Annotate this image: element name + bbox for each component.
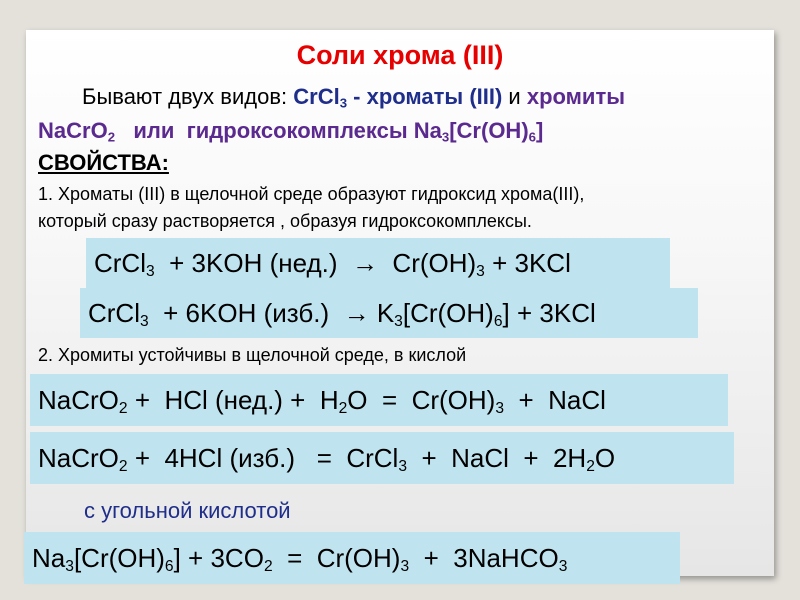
point2-text: 2. Хромиты устойчивы в щелочной среде, в кислой xyxy=(38,345,467,365)
equation-2: CrCl$_3$ + 6KOH $(изб.) \to K_3[Cr(OH)_6] + 3KCl$ xyxy=(80,288,698,338)
carbonic-acid-label: с угольной кислотой xyxy=(84,498,291,523)
equation-5: $Na_3[Cr(OH)_6] + 3CO_2 = Cr(OH)_3$ + 3NaHCO$_3$ xyxy=(24,532,680,584)
types-prefix: Бывают двух видов: xyxy=(82,84,294,109)
point1-text-line2: который сразу растворяется , образуя гидроксокомплексы. xyxy=(38,211,532,231)
chromites-label: хромиты xyxy=(526,84,626,109)
chromates-label: - хроматы (III) xyxy=(347,84,503,109)
slide-title: Соли хрома (III) xyxy=(296,40,504,70)
types-line xyxy=(82,84,625,110)
point1-text-line1: 1. Хроматы (III) в щелочной среде образуют гидроксид хрома(III), xyxy=(38,184,585,204)
and-text: и xyxy=(502,84,527,109)
chromites-formulas-line: NaCrO$_2$ или гидроксокомплексы $Na_3[Cr(OH)_6]$ xyxy=(38,118,544,145)
properties-header: СВОЙСТВА: xyxy=(38,150,169,175)
equation-4: NaCrO$_2$ + 4HCl (изб.) = CrCl$_3$ + NaCl + $2H_2O$ xyxy=(30,432,734,484)
equation-3: NaCrO$_2$ + HCl $(нед.) + H_2O = Cr(OH)_3$ + NaCl xyxy=(30,374,728,426)
equation-1: CrCl$_3$ + 3KOH $(нед.) \to Cr(OH)_3 + 3KCl$ xyxy=(86,238,670,288)
crcl3-formula: CrCl$_3$ xyxy=(293,84,348,111)
